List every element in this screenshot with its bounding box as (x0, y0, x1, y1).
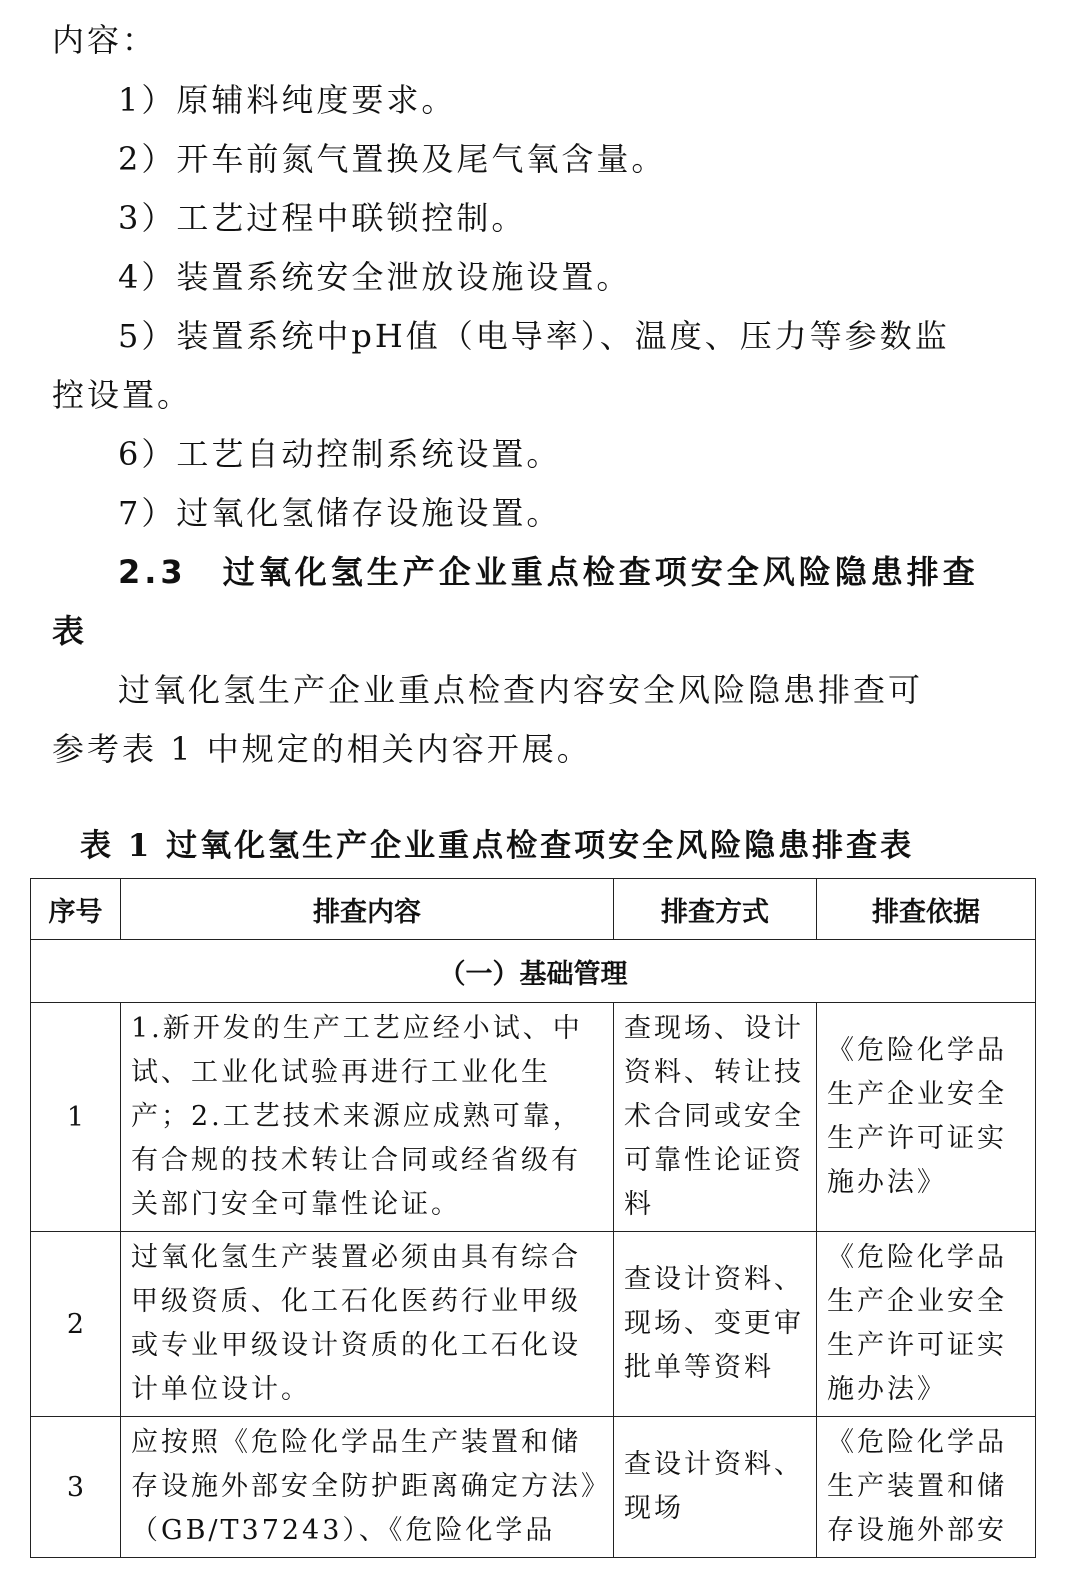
section-label: （一）基础管理 (31, 940, 1036, 1003)
row-content: 应按照《危险化学品生产装置和储存设施外部安全防护距离确定方法》（GB/T37243）、《危险化学品 (121, 1417, 614, 1558)
row-method: 查设计资料、现场 (614, 1417, 817, 1558)
row-number: 2 (31, 1232, 121, 1417)
list-item-3: 3）工艺过程中联锁控制。 (118, 199, 527, 237)
row-number: 1 (31, 1003, 121, 1232)
header-method: 排查方式 (614, 879, 817, 940)
row-basis: 《危险化学品生产企业安全生产许可证实施办法》 (817, 1232, 1036, 1417)
paragraph-intro: 内容： (52, 21, 158, 59)
row-method: 查现场、设计资料、转让技术合同或安全可靠性论证资料 (614, 1003, 817, 1232)
table-row (31, 1417, 1036, 1558)
header-content: 排查内容 (121, 879, 614, 940)
row-method: 查设计资料、现场、变更审批单等资料 (614, 1232, 817, 1417)
list-item-5-line-2: 控设置。 (52, 376, 193, 414)
section-heading-2-3-line-1: 2.3 过氧化氢生产企业重点检查项安全风险隐患排查 (118, 553, 979, 591)
header-no: 序号 (31, 879, 121, 940)
row-basis: 《危险化学品生产装置和储存设施外部安 (817, 1417, 1036, 1558)
row-number: 3 (31, 1417, 121, 1558)
list-item-7: 7）过氧化氢储存设施设置。 (118, 494, 562, 532)
table-row (31, 1003, 1036, 1232)
table-row (31, 1232, 1036, 1417)
inspection-table (30, 878, 1036, 1558)
body-paragraph-line-2: 参考表 1 中规定的相关内容开展。 (52, 730, 592, 768)
header-basis: 排查依据 (817, 879, 1036, 940)
body-paragraph-line-1: 过氧化氢生产企业重点检查内容安全风险隐患排查可 (118, 671, 924, 709)
list-item-5-line-1: 5）装置系统中pH值（电导率）、温度、压力等参数监 (118, 317, 950, 355)
row-content: 过氧化氢生产装置必须由具有综合甲级资质、化工石化医药行业甲级或专业甲级设计资质的化工石化设计单位设计。 (121, 1232, 614, 1417)
table-section-row (31, 940, 1036, 1003)
list-item-4: 4）装置系统安全泄放设施设置。 (118, 258, 632, 296)
table-header-row (31, 879, 1036, 940)
list-item-2: 2）开车前氮气置换及尾气氧含量。 (118, 140, 667, 178)
list-item-1: 1）原辅料纯度要求。 (118, 81, 457, 119)
row-basis: 《危险化学品生产企业安全生产许可证实施办法》 (817, 1003, 1036, 1232)
list-item-6: 6）工艺自动控制系统设置。 (118, 435, 562, 473)
row-content: 1.新开发的生产工艺应经小试、中试、工业化试验再进行工业化生产；2.工艺技术来源应成熟可靠，有合规的技术转让合同或经省级有关部门安全可靠性论证。 (121, 1003, 614, 1232)
section-heading-2-3-line-2: 表 (52, 612, 89, 650)
table-title: 表 1 过氧化氢生产企业重点检查项安全风险隐患排查表 (80, 828, 915, 864)
